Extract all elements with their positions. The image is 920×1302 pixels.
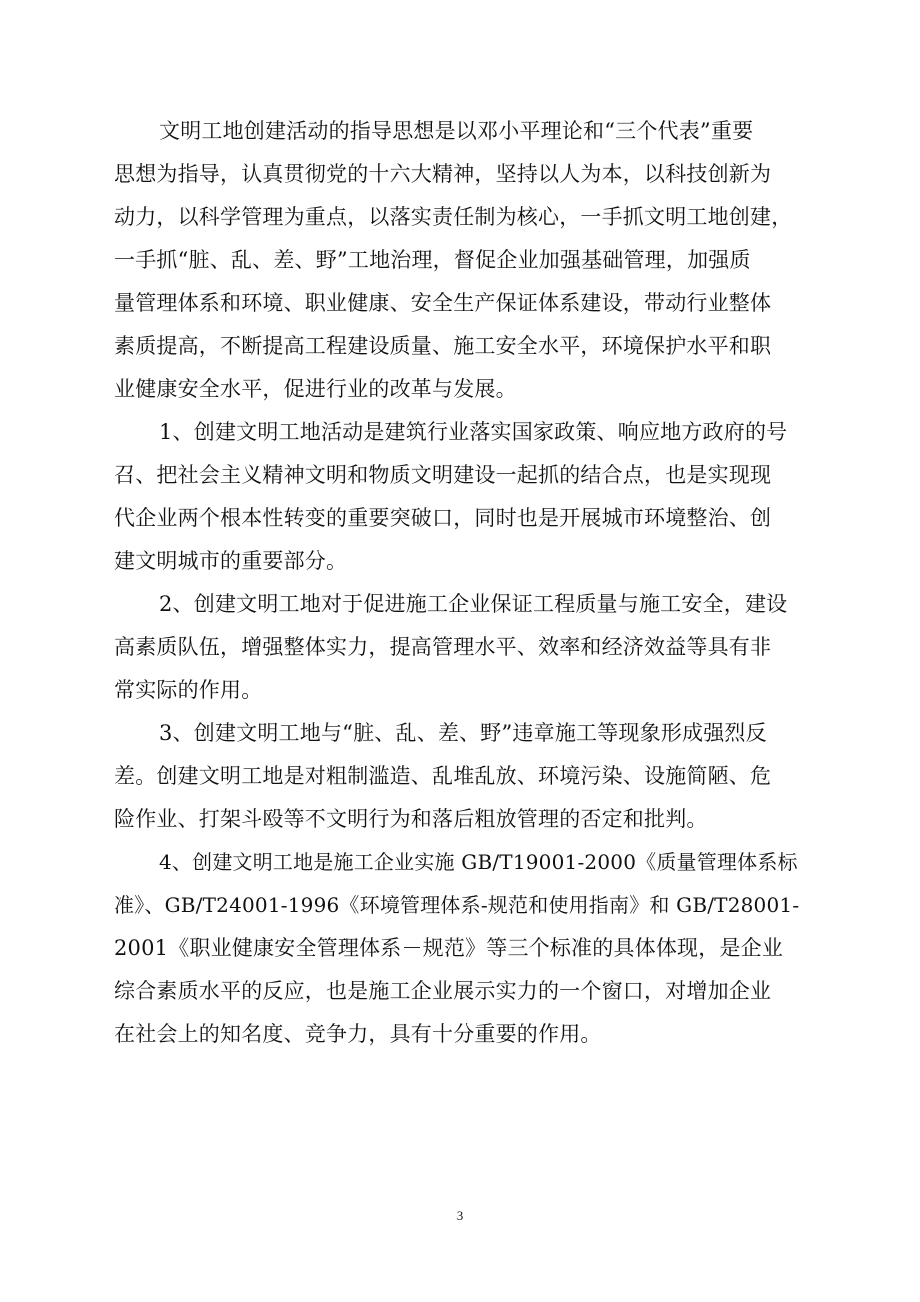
text-line: 一手抓“脏、乱、差、野”工地治理，督促企业加强基础管理，加强质: [114, 248, 751, 272]
text-line: 量管理体系和环境、职业健康、安全生产保证体系建设，带动行业整体: [114, 291, 772, 315]
text-line: 3、创建文明工地与“脏、乱、差、野”违章施工等现象形成强烈反: [159, 721, 767, 745]
text-line: 动力，以科学管理为重点，以落实责任制为核心，一手抓文明工地创建，: [114, 205, 793, 229]
text-line: 思想为指导，认真贯彻党的十六大精神，坚持以人为本，以科技创新为: [114, 162, 772, 186]
page-number: 3: [456, 1208, 464, 1223]
text-line: 高素质队伍，增强整体实力，提高管理水平、效率和经济效益等具有非: [114, 635, 772, 659]
text-line: 2、创建文明工地对于促进施工企业保证工程质量与施工安全，建设: [159, 592, 788, 616]
text-line: 差。创建文明工地是对粗制滥造、乱堆乱放、环境污染、设施简陋、危: [114, 764, 772, 788]
text-line: 综合素质水平的反应，也是施工企业展示实力的一个窗口，对增加企业: [114, 979, 772, 1003]
text-line: 在社会上的知名度、竞争力，具有十分重要的作用。: [114, 1022, 602, 1046]
text-line: 召、把社会主义精神文明和物质文明建设一起抓的结合点，也是实现现: [114, 463, 772, 487]
text-line: 2001《职业健康安全管理体系－规范》等三个标准的具体体现，是企业: [114, 936, 784, 960]
text-line: 常实际的作用。: [114, 678, 263, 702]
text-line: 代企业两个根本性转变的重要突破口，同时也是开展城市环境整治、创: [114, 506, 772, 530]
text-line: 素质提高，不断提高工程建设质量、施工安全水平，环境保护水平和职: [114, 334, 772, 358]
text-line: 准》、GB/T24001-1996《环境管理体系-规范和使用指南》和 GB/T28001-: [114, 893, 800, 917]
text-line: 建文明城市的重要部分。: [114, 549, 348, 573]
text-line: 1、创建文明工地活动是建筑行业落实国家政策、响应地方政府的号: [159, 420, 788, 444]
text-line: 4、创建文明工地是施工企业实施 GB/T19001-2000《质量管理体系标: [159, 850, 798, 874]
text-line: 险作业、打架斗殴等不文明行为和落后粗放管理的否定和批判。: [114, 807, 708, 831]
text-line: 业健康安全水平，促进行业的改革与发展。: [114, 377, 517, 401]
text-line: 文明工地创建活动的指导思想是以邓小平理论和“三个代表”重要: [159, 119, 754, 143]
